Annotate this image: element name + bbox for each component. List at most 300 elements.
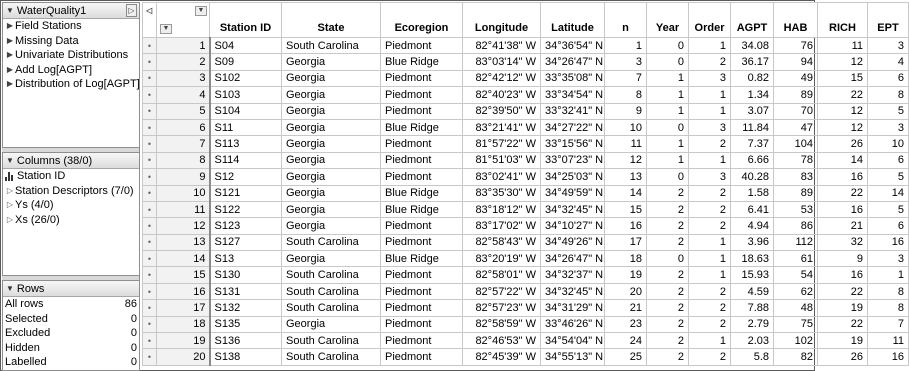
table-cell[interactable]: 94 — [774, 54, 818, 70]
table-cell[interactable]: 83°17'02" W — [463, 218, 541, 234]
table-cell[interactable]: 16 — [818, 169, 868, 185]
table-cell[interactable]: 2 — [647, 234, 689, 250]
row-number[interactable]: 12 — [157, 218, 210, 234]
table-cell[interactable]: 34.08 — [731, 38, 774, 54]
table-cell[interactable]: 5 — [868, 201, 909, 217]
table-cell[interactable]: 8 — [868, 87, 909, 103]
table-cell[interactable]: 70 — [774, 103, 818, 119]
row-number[interactable]: 17 — [157, 300, 210, 316]
table-cell[interactable]: 3 — [689, 70, 731, 86]
row-state-marker-icon[interactable]: • — [143, 169, 157, 185]
table-cell[interactable]: 75 — [774, 316, 818, 332]
table-cell[interactable]: 82°58'59" W — [463, 316, 541, 332]
table-cell[interactable]: 16 — [605, 218, 647, 234]
table-cell[interactable]: 18 — [605, 251, 647, 267]
table-cell[interactable]: 24 — [605, 333, 647, 349]
table-row[interactable] — [143, 103, 909, 119]
row-number[interactable]: 8 — [157, 152, 210, 168]
table-cell[interactable]: 81°57'22" W — [463, 136, 541, 152]
table-cell[interactable]: 5 — [868, 169, 909, 185]
table-cell[interactable]: 33°07'23" N — [541, 152, 605, 168]
row-number[interactable]: 19 — [157, 333, 210, 349]
table-cell[interactable]: Georgia — [282, 103, 381, 119]
table-cell[interactable]: 89 — [774, 87, 818, 103]
column-item-station-id[interactable]: Station ID — [5, 169, 139, 184]
table-cell[interactable]: 86 — [774, 218, 818, 234]
table-cell[interactable]: 5.8 — [731, 349, 774, 365]
table-cell[interactable]: 49 — [774, 70, 818, 86]
row-number[interactable]: 13 — [157, 234, 210, 250]
table-cell[interactable]: S132 — [210, 300, 282, 316]
run-script-icon[interactable]: ▶ — [6, 79, 14, 88]
table-cell[interactable]: 3 — [868, 119, 909, 135]
table-cell[interactable]: 3 — [689, 119, 731, 135]
table-cell[interactable]: 21 — [605, 300, 647, 316]
column-group-item[interactable]: ▷ Xs (26/0) — [6, 213, 60, 226]
table-cell[interactable]: 62 — [774, 283, 818, 299]
table-cell[interactable]: Piedmont — [381, 38, 463, 54]
table-cell[interactable]: 11.84 — [731, 119, 774, 135]
row-state-column-header[interactable] — [143, 3, 157, 38]
table-cell[interactable]: 54 — [774, 267, 818, 283]
table-cell[interactable]: 10 — [605, 119, 647, 135]
table-cell[interactable]: 82°42'12" W — [463, 70, 541, 86]
table-row[interactable] — [143, 251, 909, 267]
table-cell[interactable]: S09 — [210, 54, 282, 70]
table-cell[interactable]: Piedmont — [381, 136, 463, 152]
table-row[interactable] — [143, 119, 909, 135]
row-state-marker-icon[interactable]: • — [143, 119, 157, 135]
table-row[interactable] — [143, 300, 909, 316]
table-cell[interactable]: 34°32'37" N — [541, 267, 605, 283]
table-cell[interactable]: S130 — [210, 267, 282, 283]
table-row[interactable] — [143, 316, 909, 332]
column-header-agpt[interactable]: AGPT — [731, 3, 774, 38]
table-cell[interactable]: 34°26'47" N — [541, 251, 605, 267]
table-cell[interactable]: 18.63 — [731, 251, 774, 267]
table-cell[interactable]: 34°27'22" N — [541, 119, 605, 135]
table-row[interactable] — [143, 87, 909, 103]
table-row[interactable] — [143, 201, 909, 217]
row-state-marker-icon[interactable]: • — [143, 234, 157, 250]
table-cell[interactable]: 20 — [605, 283, 647, 299]
table-cell[interactable]: South Carolina — [282, 283, 381, 299]
table-cell[interactable]: 14 — [868, 185, 909, 201]
table-cell[interactable]: Piedmont — [381, 87, 463, 103]
dropdown-arrow-icon[interactable]: ▼ — [195, 6, 207, 16]
table-cell[interactable]: 5 — [868, 103, 909, 119]
table-cell[interactable]: Piedmont — [381, 152, 463, 168]
table-cell[interactable]: 33°32'41" N — [541, 103, 605, 119]
table-cell[interactable]: 12 — [818, 119, 868, 135]
table-cell[interactable]: S113 — [210, 136, 282, 152]
table-cell[interactable]: Piedmont — [381, 267, 463, 283]
script-item[interactable]: ▶ Distribution of Log[AGPT] — [6, 78, 140, 90]
table-cell[interactable]: Georgia — [282, 185, 381, 201]
table-cell[interactable]: 12 — [818, 103, 868, 119]
table-cell[interactable]: Georgia — [282, 136, 381, 152]
table-row[interactable] — [143, 70, 909, 86]
row-state-marker-icon[interactable]: • — [143, 218, 157, 234]
table-cell[interactable]: 11 — [605, 136, 647, 152]
table-cell[interactable]: 1 — [689, 234, 731, 250]
table-cell[interactable]: 81°51'03" W — [463, 152, 541, 168]
table-cell[interactable]: 9 — [818, 251, 868, 267]
table-cell[interactable]: S127 — [210, 234, 282, 250]
table-cell[interactable]: 21 — [818, 218, 868, 234]
table-cell[interactable]: Georgia — [282, 54, 381, 70]
table-cell[interactable]: 76 — [774, 38, 818, 54]
table-cell[interactable]: 102 — [774, 333, 818, 349]
run-script-icon[interactable]: ▶ — [6, 21, 14, 30]
row-number[interactable]: 4 — [157, 87, 210, 103]
run-script-icon[interactable]: ▶ — [6, 35, 14, 45]
table-cell[interactable]: Piedmont — [381, 300, 463, 316]
table-cell[interactable]: 104 — [774, 136, 818, 152]
table-cell[interactable]: 16 — [818, 201, 868, 217]
table-row[interactable] — [143, 152, 909, 168]
table-cell[interactable]: 9 — [605, 103, 647, 119]
row-state-marker-icon[interactable]: • — [143, 136, 157, 152]
table-cell[interactable]: 19 — [818, 333, 868, 349]
row-number[interactable]: 18 — [157, 316, 210, 332]
disclosure-triangle-icon[interactable]: ▷ — [6, 200, 14, 209]
table-cell[interactable]: 0 — [647, 119, 689, 135]
row-state-marker-icon[interactable]: • — [143, 70, 157, 86]
table-cell[interactable]: 2 — [689, 349, 731, 365]
table-cell[interactable]: 83°21'41" W — [463, 119, 541, 135]
table-cell[interactable]: 3.07 — [731, 103, 774, 119]
column-header-ept[interactable]: EPT — [868, 3, 909, 38]
table-cell[interactable]: 7 — [605, 70, 647, 86]
row-number[interactable]: 11 — [157, 201, 210, 217]
table-cell[interactable]: 48 — [774, 300, 818, 316]
table-cell[interactable]: 82°41'38" W — [463, 38, 541, 54]
table-cell[interactable]: 22 — [818, 185, 868, 201]
table-row[interactable] — [143, 333, 909, 349]
table-cell[interactable]: 2 — [647, 201, 689, 217]
table-cell[interactable]: 34°25'03" N — [541, 169, 605, 185]
table-row[interactable] — [143, 38, 909, 54]
table-row[interactable] — [143, 54, 909, 70]
row-state-marker-icon[interactable]: • — [143, 38, 157, 54]
row-state-marker-icon[interactable]: • — [143, 349, 157, 365]
table-cell[interactable]: Blue Ridge — [381, 201, 463, 217]
table-cell[interactable]: 33°35'08" N — [541, 70, 605, 86]
table-cell[interactable]: S138 — [210, 349, 282, 365]
table-cell[interactable]: 1 — [689, 267, 731, 283]
table-cell[interactable]: Piedmont — [381, 103, 463, 119]
table-cell[interactable]: S122 — [210, 201, 282, 217]
table-cell[interactable]: 8 — [605, 87, 647, 103]
table-cell[interactable]: 3 — [868, 251, 909, 267]
table-row[interactable] — [143, 218, 909, 234]
table-cell[interactable]: 3 — [868, 38, 909, 54]
table-cell[interactable]: 83 — [774, 169, 818, 185]
table-cell[interactable]: 1 — [647, 70, 689, 86]
table-cell[interactable]: 47 — [774, 119, 818, 135]
disclosure-triangle-icon[interactable]: ▼ — [6, 156, 14, 165]
table-cell[interactable]: Piedmont — [381, 316, 463, 332]
table-cell[interactable]: 6 — [868, 218, 909, 234]
table-cell[interactable]: 2 — [647, 267, 689, 283]
row-number[interactable]: 14 — [157, 251, 210, 267]
column-group-item[interactable]: ▷ Station Descriptors (7/0) — [6, 184, 134, 197]
table-cell[interactable]: 0 — [647, 54, 689, 70]
row-number[interactable]: 20 — [157, 349, 210, 365]
table-row[interactable] — [143, 169, 909, 185]
run-script-icon[interactable]: ▶ — [6, 64, 14, 74]
table-cell[interactable]: Piedmont — [381, 283, 463, 299]
row-number[interactable]: 6 — [157, 119, 210, 135]
table-cell[interactable]: 15.93 — [731, 267, 774, 283]
table-cell[interactable]: 23 — [605, 316, 647, 332]
disclosure-triangle-icon[interactable]: ▷ — [6, 185, 14, 195]
table-cell[interactable]: 16 — [868, 234, 909, 250]
table-cell[interactable]: 15 — [605, 201, 647, 217]
table-cell[interactable]: Piedmont — [381, 349, 463, 365]
table-cell[interactable]: South Carolina — [282, 333, 381, 349]
table-cell[interactable]: 10 — [868, 136, 909, 152]
table-cell[interactable]: 33°46'26" N — [541, 316, 605, 332]
row-state-marker-icon[interactable]: • — [143, 283, 157, 299]
table-cell[interactable]: 89 — [774, 185, 818, 201]
table-row[interactable] — [143, 283, 909, 299]
table-cell[interactable]: 61 — [774, 251, 818, 267]
table-cell[interactable]: 1 — [868, 267, 909, 283]
table-row[interactable] — [143, 136, 909, 152]
table-cell[interactable]: 2 — [689, 136, 731, 152]
table-cell[interactable]: Georgia — [282, 251, 381, 267]
column-header-n[interactable]: n — [605, 3, 647, 38]
table-cell[interactable]: 6.41 — [731, 201, 774, 217]
table-cell[interactable]: 3.96 — [731, 234, 774, 250]
table-cell[interactable]: Piedmont — [381, 218, 463, 234]
row-number[interactable]: 1 — [157, 38, 210, 54]
table-cell[interactable]: 83°35'30" W — [463, 185, 541, 201]
table-cell[interactable]: 82°45'39" W — [463, 349, 541, 365]
table-cell[interactable]: S123 — [210, 218, 282, 234]
table-cell[interactable]: Piedmont — [381, 169, 463, 185]
rows-panel-header[interactable] — [3, 281, 139, 297]
row-number[interactable]: 15 — [157, 267, 210, 283]
table-cell[interactable]: Piedmont — [381, 234, 463, 250]
table-cell[interactable]: 1 — [689, 103, 731, 119]
table-cell[interactable]: 34°10'27" N — [541, 218, 605, 234]
table-cell[interactable]: South Carolina — [282, 38, 381, 54]
table-cell[interactable]: 1 — [689, 38, 731, 54]
panel-menu-arrow-icon[interactable]: ▷ — [126, 4, 137, 17]
row-number[interactable]: 9 — [157, 169, 210, 185]
table-cell[interactable]: 19 — [818, 300, 868, 316]
table-cell[interactable]: 2 — [689, 316, 731, 332]
table-panel-header[interactable] — [3, 3, 139, 19]
table-cell[interactable]: 8 — [868, 300, 909, 316]
table-cell[interactable]: 82°58'01" W — [463, 267, 541, 283]
table-cell[interactable]: 7 — [868, 316, 909, 332]
table-cell[interactable]: 112 — [774, 234, 818, 250]
row-state-marker-icon[interactable]: • — [143, 300, 157, 316]
table-cell[interactable]: 82°40'23" W — [463, 87, 541, 103]
row-state-marker-icon[interactable]: • — [143, 152, 157, 168]
table-cell[interactable]: S102 — [210, 70, 282, 86]
table-cell[interactable]: South Carolina — [282, 349, 381, 365]
table-cell[interactable]: 34°26'47" N — [541, 54, 605, 70]
table-cell[interactable]: S121 — [210, 185, 282, 201]
table-cell[interactable]: 3 — [689, 169, 731, 185]
disclosure-triangle-icon[interactable]: ◁ — [146, 6, 153, 15]
table-cell[interactable]: S131 — [210, 283, 282, 299]
row-state-marker-icon[interactable]: • — [143, 267, 157, 283]
table-cell[interactable]: 33°34'54" N — [541, 87, 605, 103]
table-row[interactable] — [143, 267, 909, 283]
table-cell[interactable]: 11 — [818, 38, 868, 54]
table-cell[interactable]: 1.58 — [731, 185, 774, 201]
table-cell[interactable]: 82°58'43" W — [463, 234, 541, 250]
table-cell[interactable]: 2 — [647, 283, 689, 299]
table-cell[interactable]: 34°32'45" N — [541, 201, 605, 217]
row-state-marker-icon[interactable]: • — [143, 103, 157, 119]
row-number[interactable]: 3 — [157, 70, 210, 86]
table-cell[interactable]: Piedmont — [381, 70, 463, 86]
column-header-rich[interactable]: RICH — [818, 3, 868, 38]
table-cell[interactable]: 8 — [868, 283, 909, 299]
table-cell[interactable]: 22 — [818, 87, 868, 103]
table-cell[interactable]: Georgia — [282, 316, 381, 332]
table-cell[interactable]: S12 — [210, 169, 282, 185]
table-cell[interactable]: 2 — [647, 316, 689, 332]
table-cell[interactable]: Blue Ridge — [381, 185, 463, 201]
table-cell[interactable]: 83°20'19" W — [463, 251, 541, 267]
table-cell[interactable]: S114 — [210, 152, 282, 168]
table-cell[interactable]: 2 — [647, 300, 689, 316]
table-cell[interactable]: 2.79 — [731, 316, 774, 332]
table-row[interactable] — [143, 185, 909, 201]
script-item[interactable]: ▶ Missing Data — [6, 34, 79, 47]
table-cell[interactable]: 32 — [818, 234, 868, 250]
table-cell[interactable]: 7.37 — [731, 136, 774, 152]
grid-corner[interactable] — [157, 3, 210, 38]
table-cell[interactable]: 34°31'29" N — [541, 300, 605, 316]
row-state-marker-icon[interactable]: • — [143, 87, 157, 103]
column-header-year[interactable]: Year — [647, 3, 689, 38]
table-cell[interactable]: 13 — [605, 169, 647, 185]
row-state-marker-icon[interactable]: • — [143, 333, 157, 349]
table-cell[interactable]: 34°55'13" N — [541, 349, 605, 365]
table-cell[interactable]: Georgia — [282, 87, 381, 103]
table-cell[interactable]: Blue Ridge — [381, 54, 463, 70]
disclosure-triangle-icon[interactable]: ▷ — [6, 214, 14, 224]
table-cell[interactable]: 1 — [689, 333, 731, 349]
table-cell[interactable]: 2 — [689, 218, 731, 234]
table-cell[interactable]: 12 — [605, 152, 647, 168]
table-cell[interactable]: 4.59 — [731, 283, 774, 299]
table-cell[interactable]: 22 — [818, 316, 868, 332]
script-item[interactable]: ▶ Univariate Distributions — [6, 49, 129, 61]
table-cell[interactable]: 0.82 — [731, 70, 774, 86]
table-cell[interactable]: 6 — [868, 152, 909, 168]
table-cell[interactable]: 2 — [689, 185, 731, 201]
table-cell[interactable]: 1 — [647, 136, 689, 152]
table-cell[interactable]: 2 — [647, 349, 689, 365]
table-cell[interactable]: 34°54'04" N — [541, 333, 605, 349]
row-state-marker-icon[interactable]: • — [143, 316, 157, 332]
row-number[interactable]: 16 — [157, 283, 210, 299]
row-state-marker-icon[interactable]: • — [143, 54, 157, 70]
table-row[interactable] — [143, 349, 909, 365]
column-header-station-id[interactable]: Station ID — [210, 3, 282, 38]
table-cell[interactable]: 2 — [689, 54, 731, 70]
table-cell[interactable]: South Carolina — [282, 267, 381, 283]
table-cell[interactable]: 6 — [868, 70, 909, 86]
table-cell[interactable]: 1 — [647, 103, 689, 119]
table-cell[interactable]: 34°32'45" N — [541, 283, 605, 299]
row-number[interactable]: 5 — [157, 103, 210, 119]
table-cell[interactable]: 34°49'26" N — [541, 234, 605, 250]
run-script-icon[interactable]: ▶ — [6, 50, 14, 59]
table-cell[interactable]: 26 — [818, 349, 868, 365]
column-header-hab[interactable]: HAB — [774, 3, 818, 38]
column-group-item[interactable]: ▷ Ys (4/0) — [6, 199, 54, 211]
table-cell[interactable]: Georgia — [282, 218, 381, 234]
table-cell[interactable]: 14 — [818, 152, 868, 168]
table-cell[interactable]: 82°39'50" W — [463, 103, 541, 119]
row-number[interactable]: 2 — [157, 54, 210, 70]
table-cell[interactable]: 82 — [774, 349, 818, 365]
table-cell[interactable]: 1 — [647, 87, 689, 103]
column-header-state[interactable]: State — [282, 3, 381, 38]
table-cell[interactable]: 12 — [818, 54, 868, 70]
row-state-marker-icon[interactable]: • — [143, 251, 157, 267]
table-cell[interactable]: 1 — [647, 152, 689, 168]
table-cell[interactable]: 25 — [605, 349, 647, 365]
table-cell[interactable]: 83°02'41" W — [463, 169, 541, 185]
table-cell[interactable]: S136 — [210, 333, 282, 349]
table-cell[interactable]: 15 — [818, 70, 868, 86]
row-state-marker-icon[interactable]: • — [143, 201, 157, 217]
table-cell[interactable]: S13 — [210, 251, 282, 267]
table-cell[interactable]: Georgia — [282, 119, 381, 135]
table-cell[interactable]: 34°36'54" N — [541, 38, 605, 54]
row-number[interactable]: 7 — [157, 136, 210, 152]
table-cell[interactable]: 6.66 — [731, 152, 774, 168]
table-cell[interactable]: 53 — [774, 201, 818, 217]
table-cell[interactable]: 83°18'12" W — [463, 201, 541, 217]
table-cell[interactable]: 0 — [647, 251, 689, 267]
row-state-marker-icon[interactable]: • — [143, 185, 157, 201]
table-cell[interactable]: 26 — [818, 136, 868, 152]
column-header-latitude[interactable]: Latitude — [541, 3, 605, 38]
table-cell[interactable]: 1 — [689, 251, 731, 267]
table-cell[interactable]: S103 — [210, 87, 282, 103]
table-cell[interactable]: 2.03 — [731, 333, 774, 349]
table-cell[interactable]: S135 — [210, 316, 282, 332]
column-header-order[interactable]: Order — [689, 3, 731, 38]
script-item[interactable]: ▶ Add Log[AGPT] — [6, 63, 93, 76]
table-cell[interactable]: 34°49'59" N — [541, 185, 605, 201]
table-cell[interactable]: 16 — [868, 349, 909, 365]
table-cell[interactable]: Blue Ridge — [381, 251, 463, 267]
table-cell[interactable]: 82°57'23" W — [463, 300, 541, 316]
disclosure-triangle-icon[interactable]: ▼ — [6, 284, 14, 293]
table-row[interactable] — [143, 234, 909, 250]
table-cell[interactable]: 2 — [689, 300, 731, 316]
table-cell[interactable]: 2 — [689, 201, 731, 217]
table-cell[interactable]: 2 — [647, 218, 689, 234]
table-cell[interactable]: 78 — [774, 152, 818, 168]
table-cell[interactable]: 1.34 — [731, 87, 774, 103]
table-cell[interactable]: 17 — [605, 234, 647, 250]
